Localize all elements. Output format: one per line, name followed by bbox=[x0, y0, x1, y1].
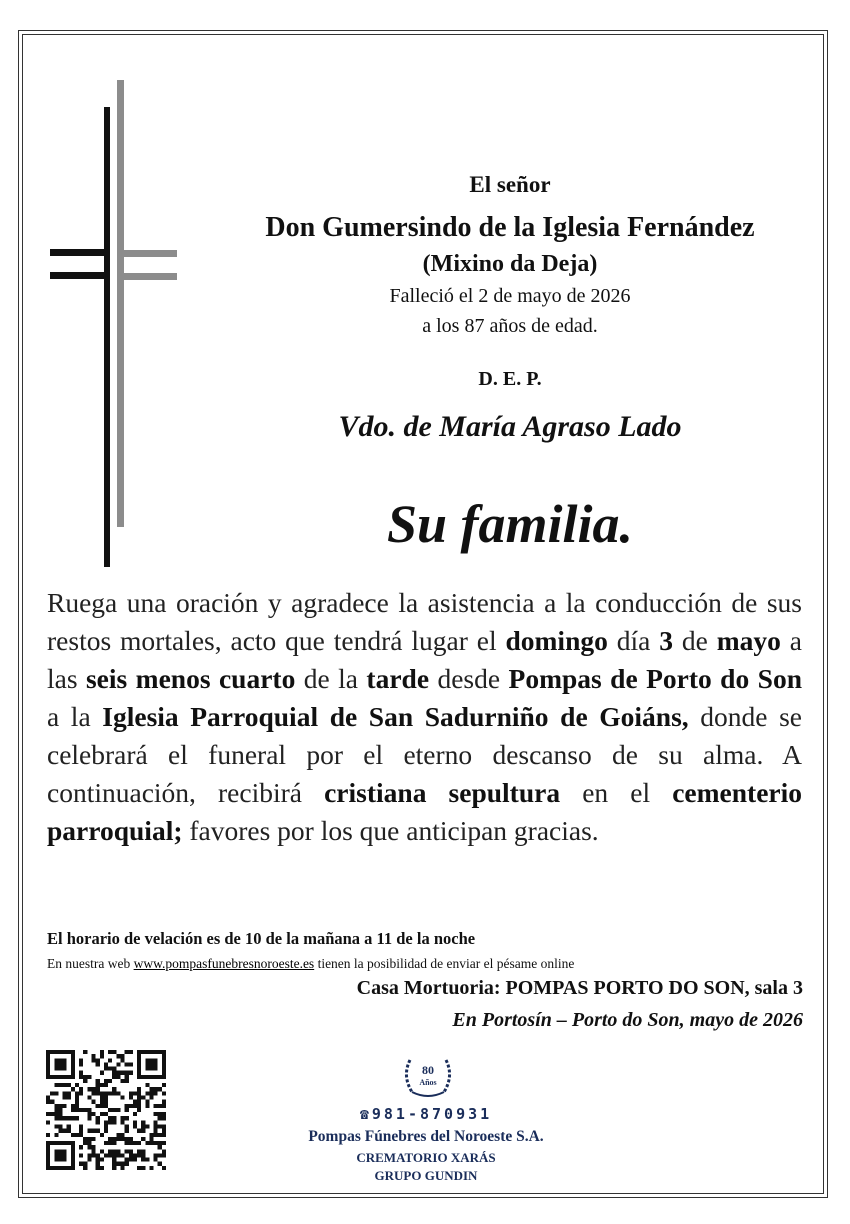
company-name: Pompas Fúnebres del Noroeste S.A. bbox=[308, 1128, 544, 1145]
body-segment: a la bbox=[47, 701, 103, 732]
cross-black-bar-bottom bbox=[50, 272, 110, 279]
website-link[interactable]: www.pompasfunebresnoroeste.es bbox=[133, 956, 315, 971]
age-text: a los 87 años de edad. bbox=[422, 315, 598, 337]
mortuary-location: Casa Mortuoria: POMPAS PORTO DO SON, sala 3 bbox=[356, 977, 803, 999]
family-heading: Su familia. bbox=[386, 494, 634, 554]
cross-black-bar-top bbox=[50, 249, 110, 256]
cross-black-vertical bbox=[104, 107, 110, 567]
group-name: GRUPO GUNDIN bbox=[374, 1168, 478, 1183]
deceased-alias: (Mixino da Deja) bbox=[422, 251, 598, 277]
body-bold-segment: domingo bbox=[505, 625, 608, 656]
funeral-announcement-text bbox=[47, 584, 802, 850]
body-bold-segment: mayo bbox=[716, 625, 781, 656]
cross-gray-vertical bbox=[117, 80, 124, 527]
vigil-hours: El horario de velación es de 10 de la mañana a 11 de la noche bbox=[47, 929, 476, 948]
telephone-icon: ☎ bbox=[359, 1105, 372, 1123]
body-bold-segment: Pompas de Porto do Son bbox=[508, 663, 802, 694]
place-date: En Portosín – Porto do Son, mayo de 2026 bbox=[452, 1009, 803, 1031]
body-bold-segment: cristiana sepultura bbox=[324, 777, 561, 808]
web-notice bbox=[47, 956, 574, 972]
body-segment: a las bbox=[47, 625, 802, 694]
widower-text: Vdo. de María Agraso Lado bbox=[338, 410, 682, 443]
web-prefix: En nuestra web bbox=[47, 956, 134, 971]
web-suffix: tienen la posibilidad de enviar el pésame online bbox=[314, 956, 575, 971]
anniversary-logo-icon bbox=[400, 1052, 456, 1098]
body-bold-segment: 3 bbox=[659, 625, 673, 656]
logo-number: 80 bbox=[422, 1063, 434, 1077]
body-segment: de la bbox=[295, 663, 367, 694]
logo-word: Años bbox=[419, 1078, 437, 1087]
phone-line bbox=[200, 1105, 652, 1123]
cross-icon bbox=[50, 80, 180, 570]
body-segment: desde bbox=[429, 663, 509, 694]
cross-gray-bar-top bbox=[117, 250, 177, 257]
body-segment: de bbox=[673, 625, 717, 656]
body-segment: favores por los que anticipan gracias. bbox=[182, 815, 599, 846]
body-segment: en el bbox=[560, 777, 673, 808]
qr-code-icon[interactable] bbox=[46, 1050, 166, 1170]
body-segment: Ruega una oración y agradece la asistencia a la conducción de sus restos mortales, acto que tendrá lugar el bbox=[47, 587, 802, 656]
intro-text: El señor bbox=[469, 172, 551, 197]
dep-text: D. E. P. bbox=[478, 368, 542, 390]
body-bold-segment: Iglesia Parroquial de San Sadurniño de Goiáns, bbox=[102, 701, 689, 732]
phone-number[interactable]: 981-870931 bbox=[371, 1105, 493, 1123]
crematorium-name: CREMATORIO XARÁS bbox=[356, 1150, 496, 1165]
body-bold-segment: seis menos cuarto bbox=[85, 663, 296, 694]
body-segment: donde se celebrará el funeral por el eterno descanso de su alma. A continuación, recibirá bbox=[47, 701, 802, 808]
body-bold-segment: cementerio parroquial; bbox=[47, 777, 802, 846]
cross-gray-bar-bottom bbox=[117, 273, 177, 280]
body-bold-segment: tarde bbox=[366, 663, 430, 694]
deceased-name: Don Gumersindo de la Iglesia Fernández bbox=[265, 212, 755, 243]
body-segment: día bbox=[607, 625, 660, 656]
death-date: Falleció el 2 de mayo de 2026 bbox=[389, 285, 631, 307]
